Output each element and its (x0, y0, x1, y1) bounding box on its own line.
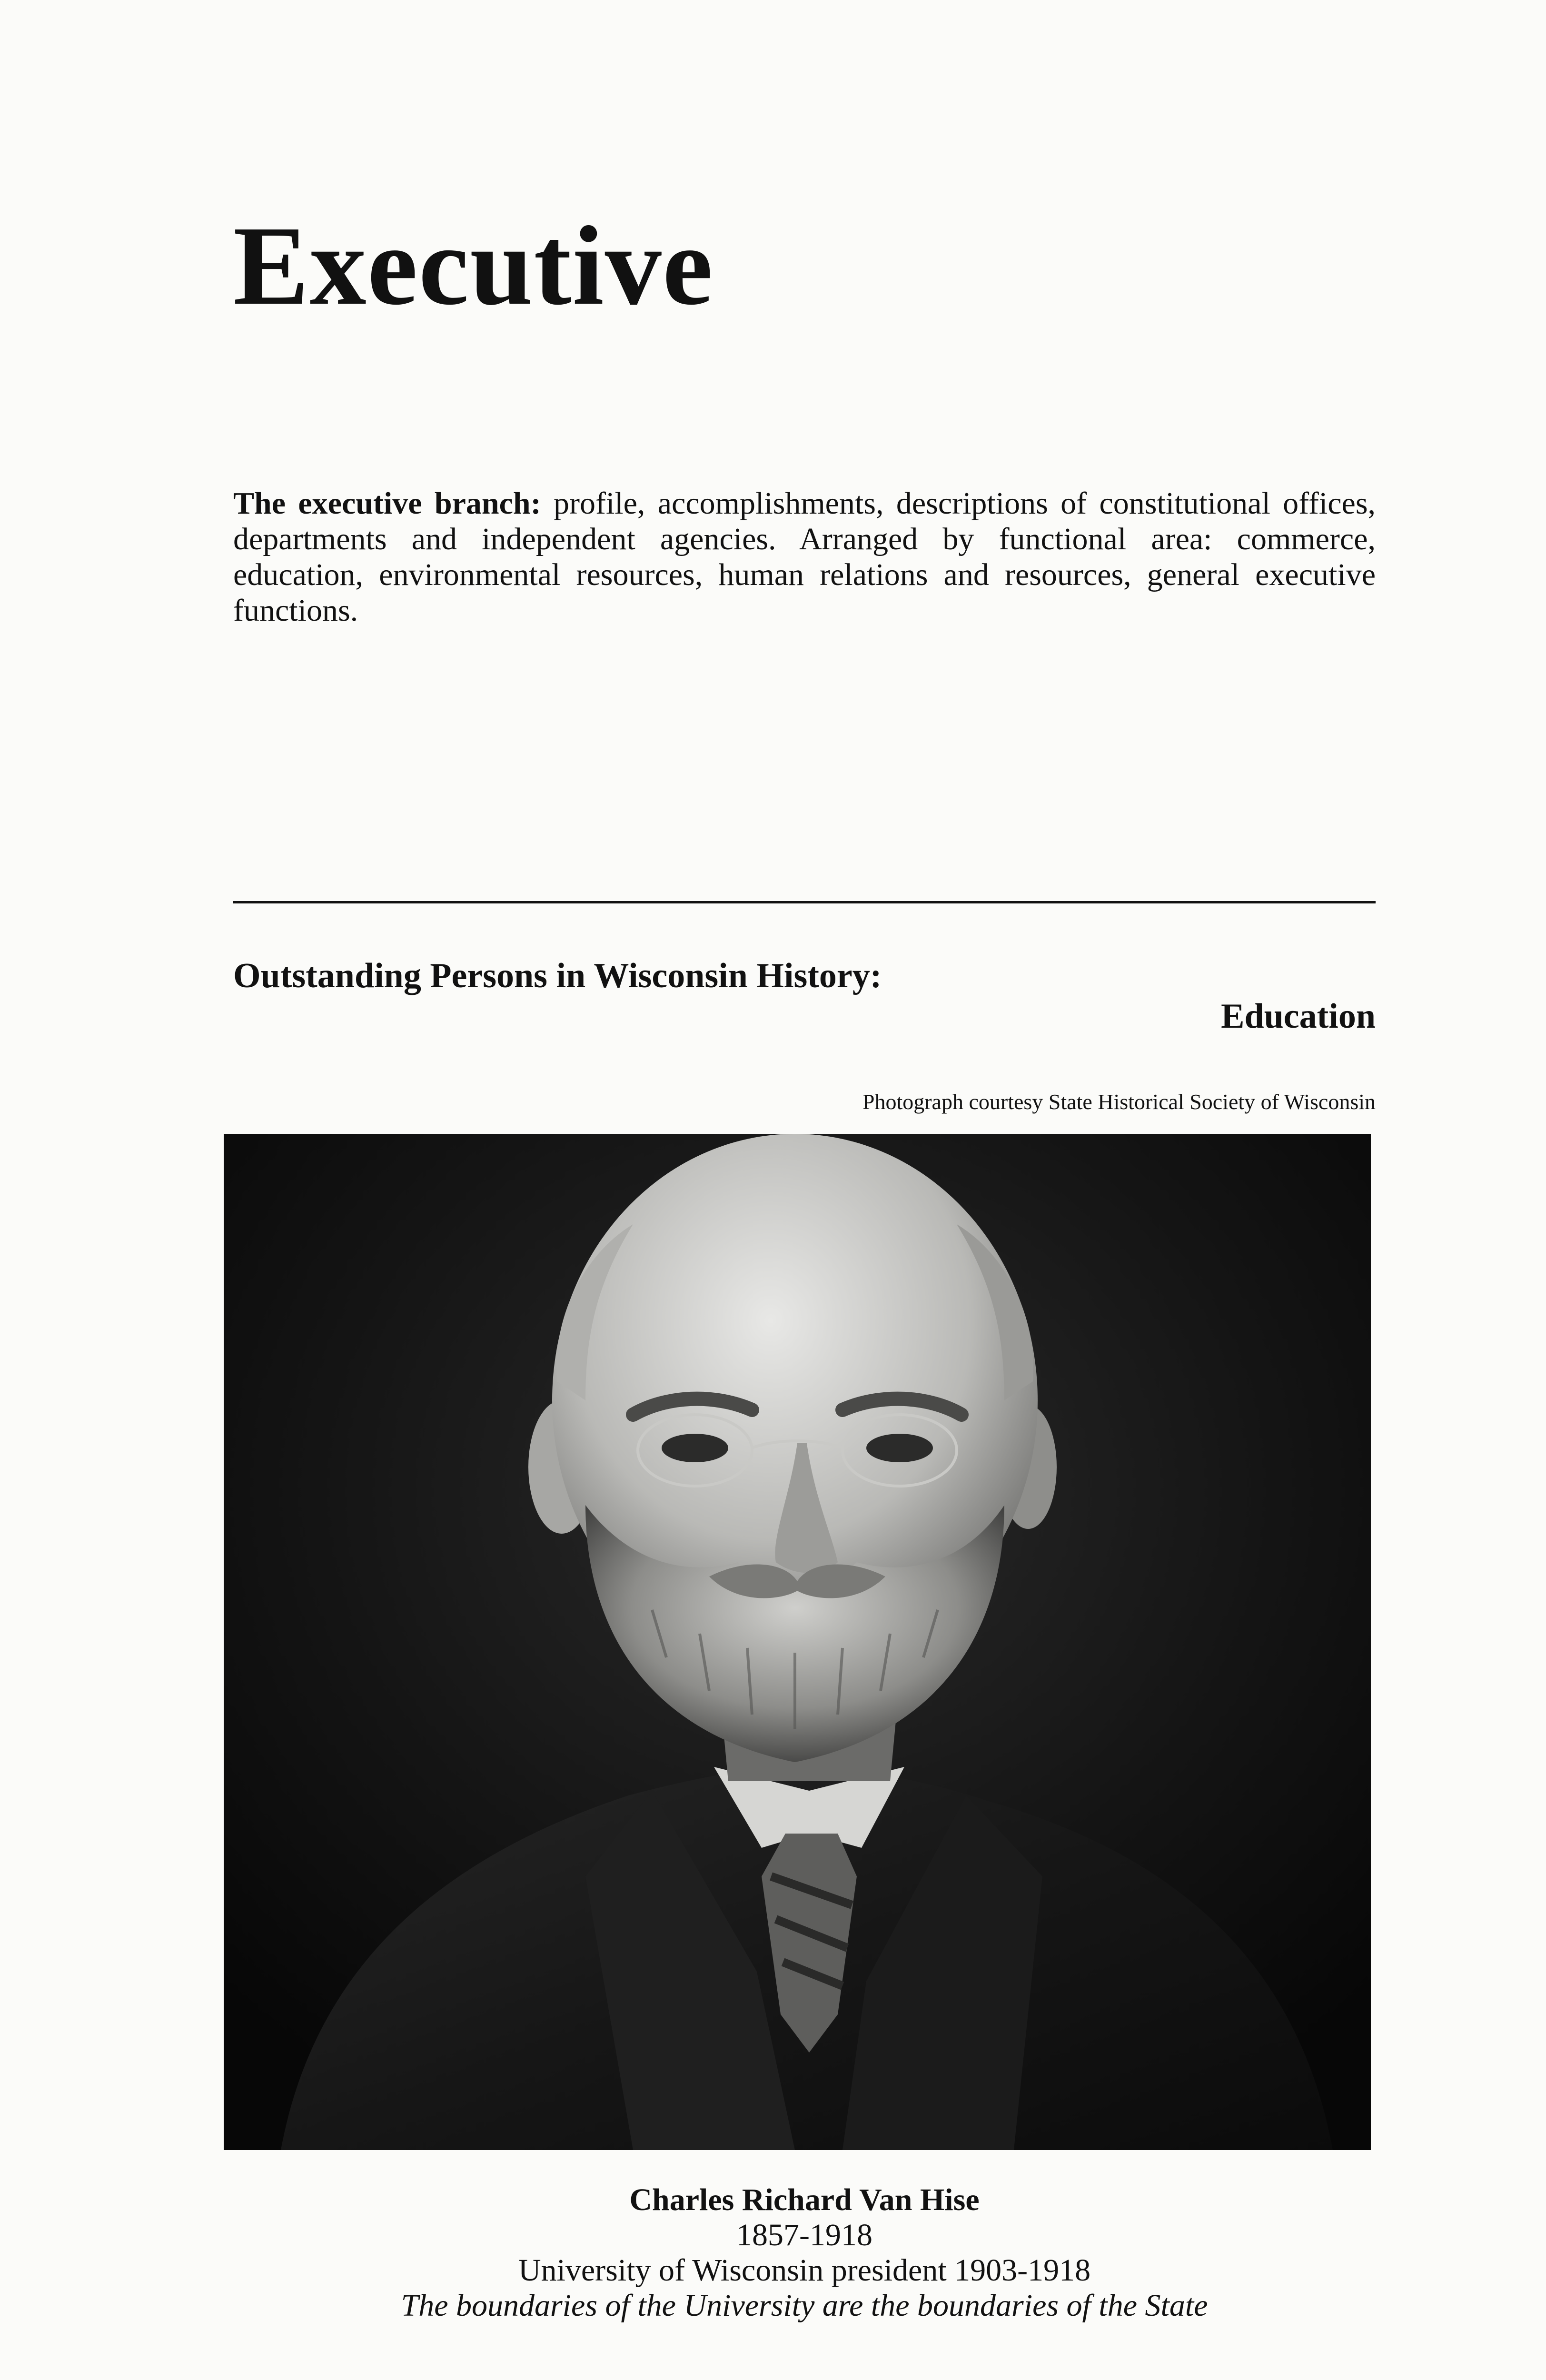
portrait-photo (224, 1134, 1371, 2150)
section-title: Executive (233, 203, 714, 328)
photo-caption (233, 2182, 1376, 2323)
photo-credit: Photograph courtesy State Historical Society of Wisconsin (862, 1090, 1376, 1114)
category-label: Education (1221, 997, 1376, 1036)
series-title: Outstanding Persons in Wisconsin History: (233, 956, 882, 995)
intro-text: profile, accomplishments, descriptions of constitutional offices, departments and independent agencies. Arranged by functional area: commerce, education, environmental resources, human relations and resources, general executive functions. (233, 486, 1376, 628)
portrait-icon (224, 1134, 1371, 2150)
intro-paragraph (233, 486, 1376, 628)
person-name: Charles Richard Van Hise (629, 2182, 980, 2217)
person-motto: The boundaries of the University are the boundaries of the State (401, 2288, 1208, 2323)
person-years: 1857-1918 (736, 2218, 872, 2252)
horizontal-rule (233, 901, 1376, 903)
intro-lead: The executive branch: (233, 486, 541, 521)
person-role: University of Wisconsin president 1903-1918 (518, 2253, 1091, 2288)
